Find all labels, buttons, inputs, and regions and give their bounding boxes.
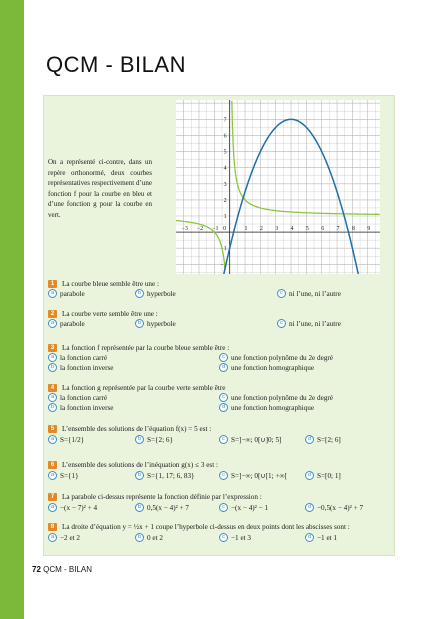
option-letter-badge: a — [48, 319, 57, 328]
page-footer — [32, 565, 92, 574]
answer-option-b[interactable] — [135, 533, 163, 542]
option-letter-badge: a — [48, 435, 57, 444]
option-text: parabole — [60, 319, 85, 328]
y-tick-label: 2 — [223, 197, 227, 204]
option-letter-badge: b — [135, 289, 144, 298]
side-color-bar — [0, 0, 24, 619]
question-text: L’ensemble des solutions de l’inéquation g(x) ≤ 3 est : — [62, 460, 218, 469]
answer-option-b[interactable] — [135, 471, 195, 480]
answer-option-d[interactable] — [305, 533, 337, 542]
option-text: −2 et 2 — [60, 533, 81, 542]
option-letter-badge: c — [219, 353, 228, 362]
question-number: 2 — [48, 310, 57, 318]
option-letter-badge: a — [48, 393, 57, 402]
answer-option-c[interactable] — [219, 533, 251, 542]
option-text: −1 et 3 — [231, 533, 252, 542]
answer-option-a[interactable] — [48, 353, 107, 362]
x-tick-label: −2 — [196, 226, 204, 233]
option-letter-badge: b — [135, 435, 144, 444]
option-text: −1 et 1 — [317, 533, 338, 542]
question-number: 4 — [48, 384, 57, 392]
option-letter-badge: b — [135, 471, 144, 480]
option-text: la fonction carré — [60, 393, 108, 402]
answer-option-c[interactable] — [219, 393, 333, 402]
option-text: une fonction homographique — [231, 403, 315, 412]
option-letter-badge: b — [135, 503, 144, 512]
option-letter-badge: a — [48, 471, 57, 480]
option-text: la fonction carré — [60, 353, 108, 362]
question-text: La courbe verte semble être une : — [62, 309, 158, 318]
x-tick-label: 3 — [275, 226, 279, 233]
x-tick-label: −3 — [181, 226, 188, 233]
answer-option-a[interactable] — [48, 289, 85, 298]
option-text: S={1, 17; 6, 83} — [147, 471, 195, 480]
option-text: −(x − 7)² + 4 — [60, 503, 98, 512]
option-text: parabole — [60, 289, 85, 298]
question-2 — [48, 308, 158, 319]
option-letter-badge: c — [219, 533, 228, 542]
answer-option-c[interactable] — [219, 353, 333, 362]
question-number: 6 — [48, 461, 57, 469]
intro-text: On a représenté ci-contre, dans un repère orthonormé, deux courbes représentatives respectivement d’une fonction f pour la courbe en bleu et d’une fonction g pour la courbe en vert. — [48, 158, 152, 219]
function-graph — [176, 100, 380, 274]
option-text: une fonction homographique — [231, 363, 315, 372]
question-7 — [48, 491, 262, 502]
page-title: QCM - BILAN — [46, 52, 186, 77]
answer-option-d[interactable] — [219, 363, 314, 372]
option-text: ni l’une, ni l’autre — [289, 289, 341, 298]
option-letter-badge: c — [219, 393, 228, 402]
x-tick-label: 2 — [259, 226, 263, 233]
question-text: La courbe bleue semble être une : — [62, 279, 159, 288]
question-1 — [48, 278, 159, 289]
option-text: −0,5(x − 4)² + 7 — [317, 503, 364, 512]
question-8 — [48, 521, 350, 532]
option-letter-badge: d — [305, 503, 314, 512]
option-text: ni l’une, ni l’autre — [289, 319, 341, 328]
question-text: L’ensemble des solutions de l’équation f(x) = 5 est : — [62, 424, 212, 433]
option-text: S=]−∞; 0[∪[1; +∞[ — [231, 472, 288, 480]
option-letter-badge: c — [219, 503, 228, 512]
question-text: La fonction f représentée par la courbe bleue semble être : — [62, 343, 230, 352]
option-letter-badge: b — [48, 363, 57, 372]
option-text: hyperbole — [147, 289, 176, 298]
question-4 — [48, 382, 225, 393]
option-letter-badge: b — [48, 403, 57, 412]
option-text: 0,5(x − 4)² + 7 — [147, 503, 190, 512]
question-text: La droite d’équation y = ½x + 1 coupe l’hyperbole ci-dessus en deux points dont les abscisses sont : — [62, 522, 350, 531]
x-tick-label: 9 — [367, 226, 371, 233]
option-letter-badge: c — [219, 471, 228, 480]
answer-option-b[interactable] — [48, 363, 114, 372]
option-text: la fonction inverse — [60, 363, 114, 372]
x-tick-label: 7 — [336, 226, 340, 233]
option-letter-badge: a — [48, 533, 57, 542]
x-tick-label: 4 — [290, 226, 294, 233]
page-number: 72 — [32, 565, 41, 574]
option-text: 0 et 2 — [147, 533, 163, 542]
y-tick-label: 1 — [223, 214, 227, 220]
option-text: −(x − 4)² − 1 — [231, 503, 269, 512]
option-text: S={1} — [60, 471, 79, 480]
option-letter-badge: d — [305, 533, 314, 542]
option-text: la fonction inverse — [60, 403, 114, 412]
footer-label: QCM - BILAN — [43, 565, 93, 574]
y-tick-label: 4 — [223, 165, 227, 172]
answer-option-c[interactable] — [219, 471, 287, 480]
question-3 — [48, 342, 229, 353]
option-letter-badge: b — [135, 533, 144, 542]
option-letter-badge: c — [277, 289, 286, 298]
y-tick-label: 6 — [223, 133, 227, 140]
option-text: S=]−∞; 0[∪]0; 5] — [231, 436, 282, 444]
option-text: S={2; 6} — [147, 435, 173, 444]
question-number: 1 — [48, 280, 57, 288]
option-text: S=[0; 1] — [317, 471, 341, 480]
answer-option-b[interactable] — [135, 319, 176, 328]
option-letter-badge: d — [219, 403, 228, 412]
question-5 — [48, 423, 211, 434]
x-tick-label: 0 — [223, 226, 227, 233]
y-tick-label: 7 — [223, 117, 227, 124]
option-letter-badge: c — [277, 319, 286, 328]
answer-option-d[interactable] — [305, 435, 341, 444]
option-text: S=[2; 6] — [317, 435, 341, 444]
answer-option-a[interactable] — [48, 503, 97, 512]
question-number: 5 — [48, 425, 57, 433]
option-letter-badge: d — [305, 435, 314, 444]
answer-option-c[interactable] — [219, 503, 268, 512]
option-letter-badge: a — [48, 289, 57, 298]
answer-option-b[interactable] — [135, 503, 189, 512]
option-text: S={1/2} — [60, 435, 85, 444]
option-text: une fonction polynôme du 2e degré — [231, 393, 333, 402]
option-letter-badge: a — [48, 353, 57, 362]
answer-option-d[interactable] — [219, 403, 314, 412]
answer-option-c[interactable] — [277, 289, 341, 298]
answer-option-c[interactable] — [219, 435, 281, 444]
option-text: une fonction polynôme du 2e degré — [231, 353, 333, 362]
y-tick-label: 3 — [223, 181, 227, 188]
x-tick-label: 5 — [305, 226, 309, 233]
option-letter-badge: a — [48, 503, 57, 512]
answer-option-b[interactable] — [48, 403, 114, 412]
option-letter-badge: b — [135, 319, 144, 328]
answer-option-a[interactable] — [48, 435, 84, 444]
answer-option-a[interactable] — [48, 533, 80, 542]
option-letter-badge: d — [305, 471, 314, 480]
question-number: 7 — [48, 493, 57, 501]
y-tick-label: −2 — [220, 262, 227, 269]
answer-option-c[interactable] — [277, 319, 341, 328]
option-letter-badge: c — [219, 435, 228, 444]
question-number: 8 — [48, 523, 57, 531]
y-tick-label: −1 — [220, 246, 227, 253]
answer-option-d[interactable] — [305, 471, 341, 480]
option-text: hyperbole — [147, 319, 176, 328]
x-tick-label: 8 — [351, 226, 355, 233]
x-tick-label: −1 — [212, 226, 219, 233]
x-tick-label: 6 — [321, 226, 325, 233]
question-text: La parabole ci-dessus représente la fonction définie par l’expression : — [62, 492, 262, 501]
question-text: La fonction g représentée par la courbe verte semble être — [62, 383, 226, 392]
answer-option-a[interactable] — [48, 319, 85, 328]
answer-option-a[interactable] — [48, 471, 79, 480]
y-tick-label: 5 — [223, 149, 227, 156]
answer-option-a[interactable] — [48, 393, 107, 402]
x-tick-label: 1 — [244, 226, 248, 233]
question-number: 3 — [48, 344, 57, 352]
option-letter-badge: d — [219, 363, 228, 372]
answer-option-b[interactable] — [135, 289, 176, 298]
answer-option-d[interactable] — [305, 503, 363, 512]
answer-option-b[interactable] — [135, 435, 173, 444]
question-6 — [48, 459, 218, 470]
